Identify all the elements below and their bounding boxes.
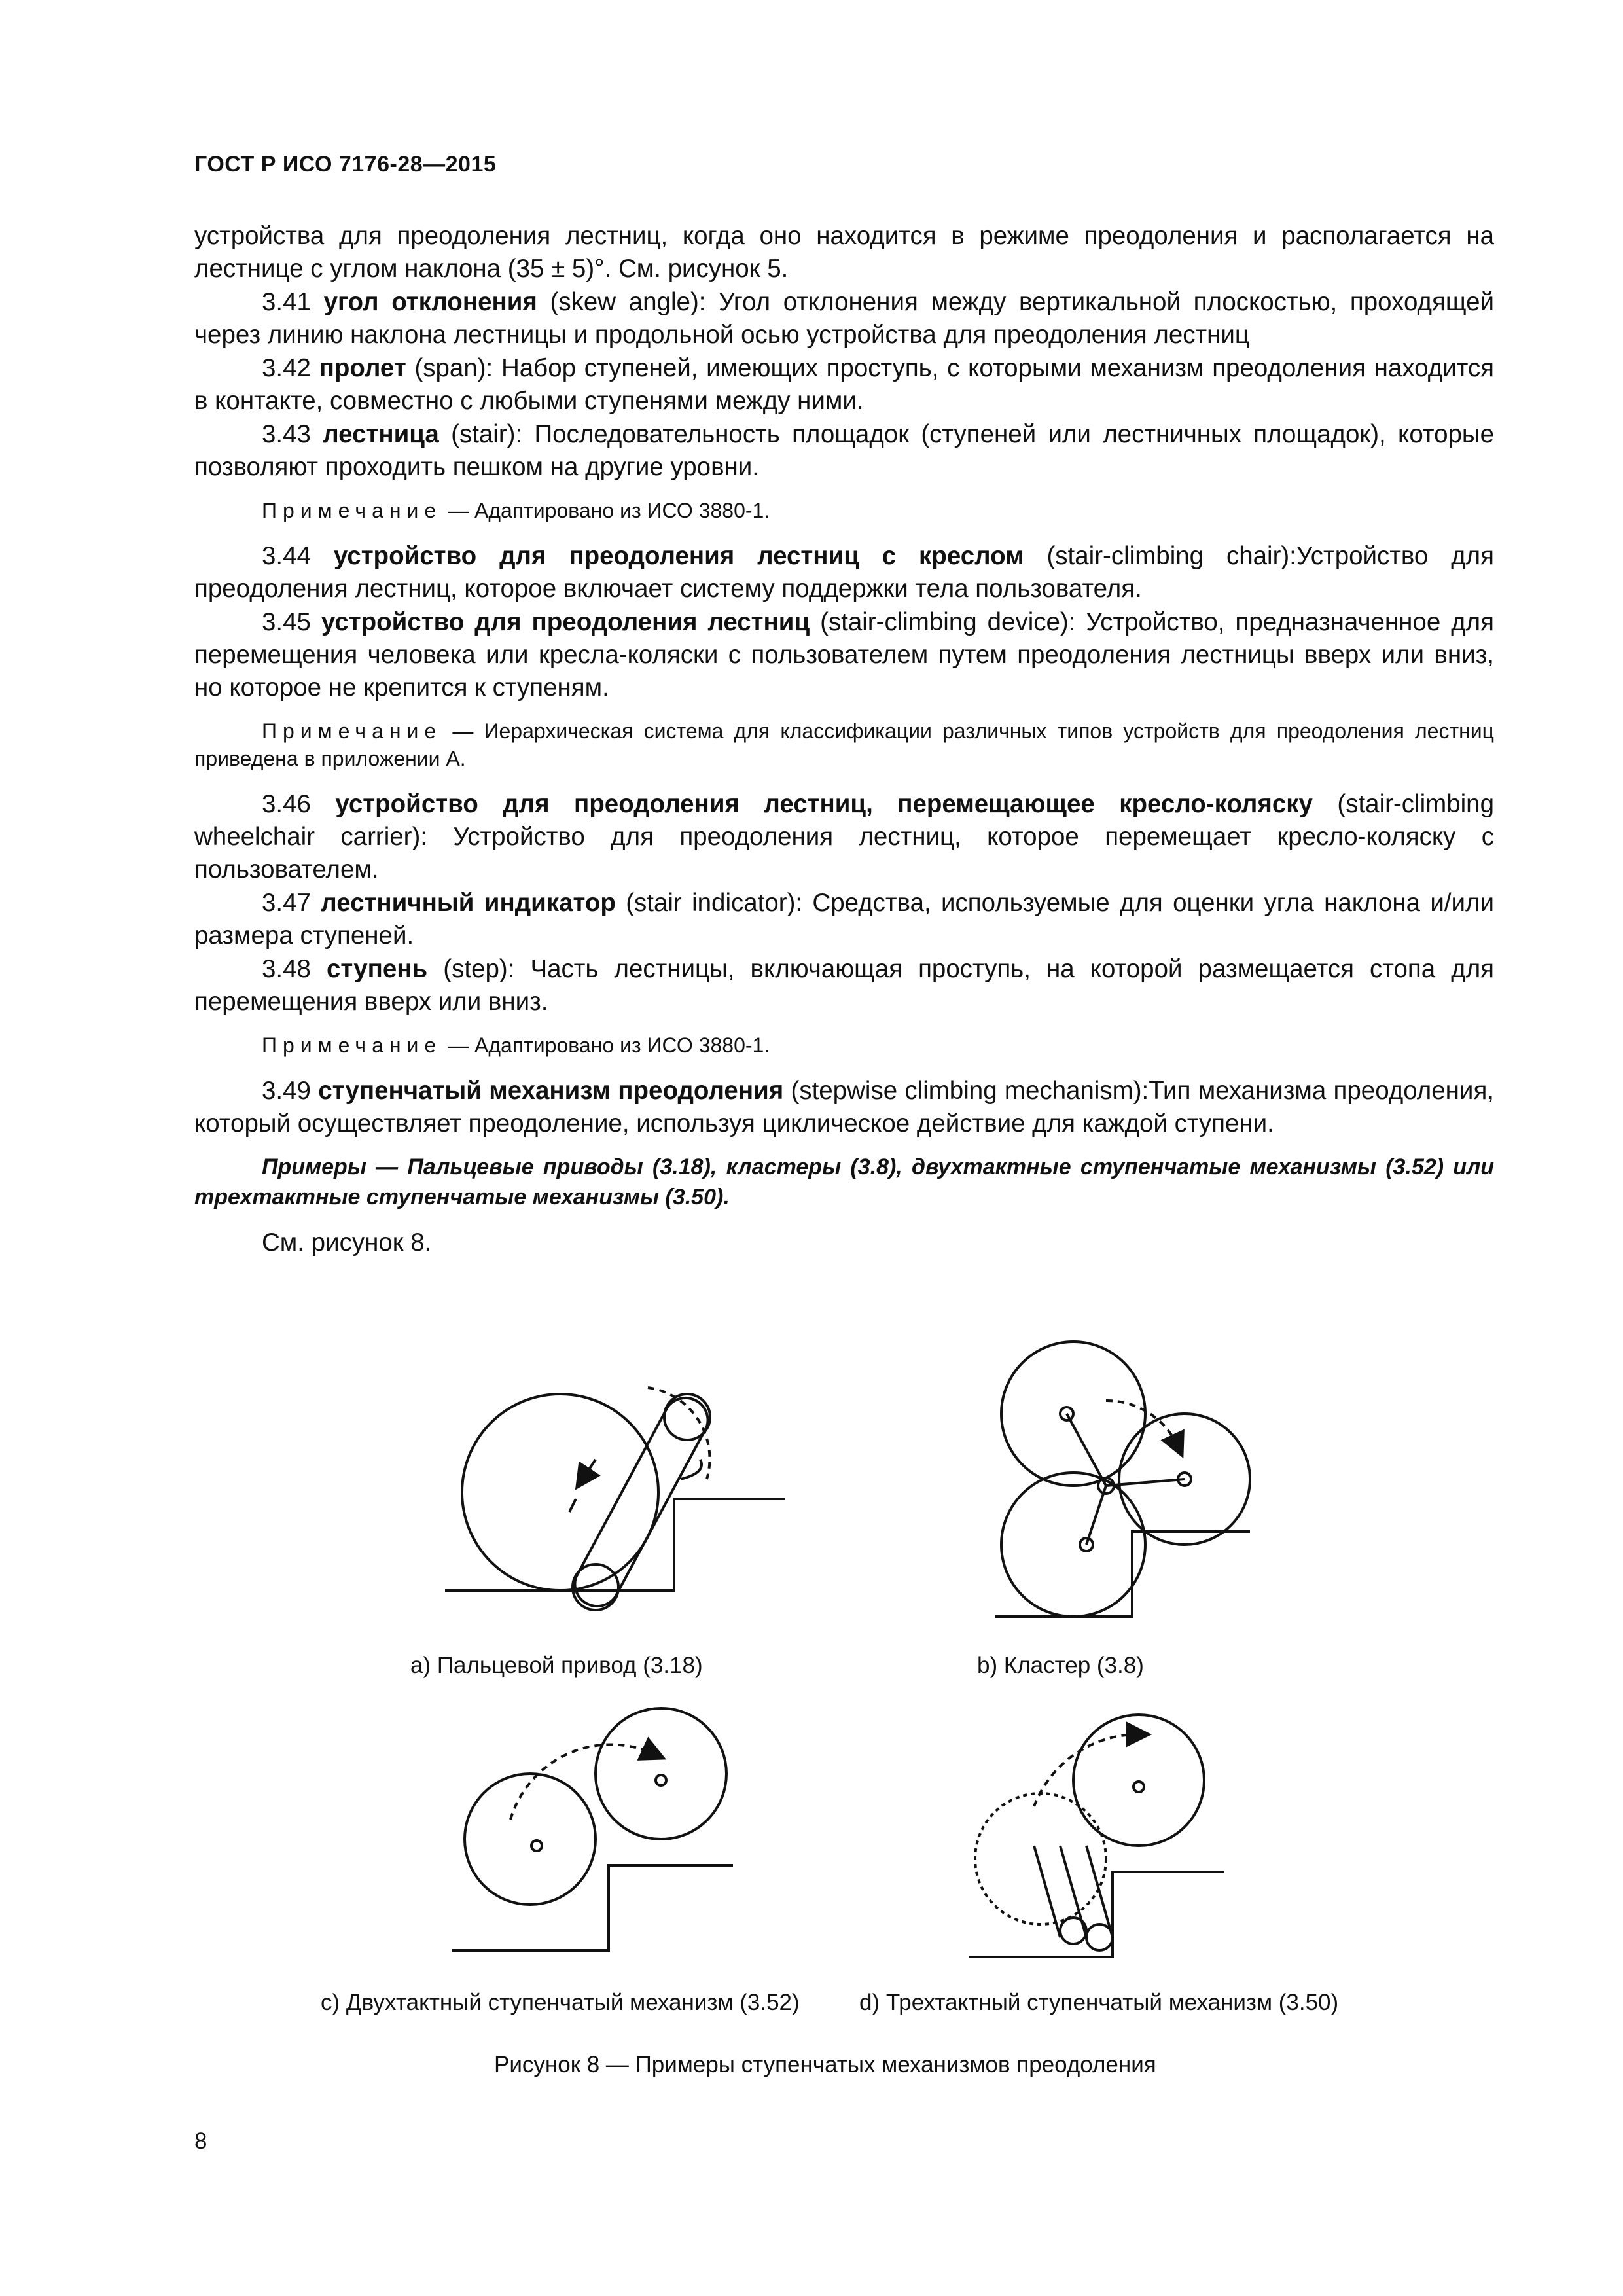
term: лестничный индикатор	[321, 889, 616, 917]
note-label: Примечание	[262, 1033, 442, 1057]
definition-text: (stair-climbing wheelchair carrier): Устройство для преодоления лестниц, которое перемещает кресло-коляску с пользователем.	[194, 790, 1494, 884]
definition-text: (stair-climbing device): Устройство, предназначенное для перемещения человека или кресла-коляски с пользователем путем преодоления лестницы вверх или вниз, но которое не крепится к ступеням.	[194, 608, 1494, 702]
clause-number: 3.47	[262, 889, 311, 917]
page-number: 8	[194, 2128, 207, 2154]
paragraph-continuation: устройства для преодоления лестниц, когда оно находится в режиме преодоления и располагается на лестнице с углом наклона (35 ± 5)°. См. рисунок 5.	[194, 222, 1494, 283]
examples: Примеры — Пальцевые приводы (3.18), кластеры (3.8), двухтактные ступенчатые механизмы (3.52) или трехтактные ступенчатые механизмы (3.50).	[194, 1155, 1494, 1210]
figure-caption-d: d) Трехтактный ступенчатый механизм (3.50)	[859, 1990, 1339, 2015]
definition-text: (span): Набор ступеней, имеющих проступь, с которыми механизм преодоления находится в контакте, совместно с любыми ступенями между ними.	[194, 354, 1494, 415]
clause-number: 3.48	[262, 955, 311, 983]
term: лестница	[323, 420, 439, 448]
definition-text: (stair indicator): Средства, используемые для оценки угла наклона и/или размера ступеней.	[194, 889, 1495, 950]
note-text: — Адаптировано из ИСО 3880-1.	[448, 499, 770, 522]
figure-title: Рисунок 8 — Примеры ступенчатых механизмов преодоления	[494, 2052, 1156, 2077]
definition-text: (stair-climbing chair):Устройство для преодоления лестниц, которое включает систему поддержки тела пользователя.	[194, 542, 1494, 603]
term: устройство для преодоления лестниц, перемещающее кресло-коляску	[335, 790, 1313, 818]
finger-drive-drawing	[445, 1388, 785, 1610]
clause-number: 3.46	[262, 790, 311, 818]
two-stroke-drawing	[452, 1708, 733, 1950]
term: угол отклонения	[323, 288, 537, 316]
clause-number: 3.42	[262, 354, 311, 382]
cluster-drawing	[995, 1342, 1250, 1617]
term: ступень	[327, 955, 428, 983]
figure-caption-a: а) Пальцевой привод (3.18)	[410, 1653, 703, 1678]
note-label: Примечание	[262, 719, 442, 743]
figure-caption-b: b) Кластер (3.8)	[977, 1653, 1144, 1678]
three-stroke-drawing	[969, 1715, 1224, 1957]
term: пролет	[319, 354, 406, 382]
clause-number: 3.45	[262, 608, 311, 636]
see-figure: См. рисунок 8.	[262, 1229, 432, 1257]
definition-text: (stepwise climbing mechanism):Тип механизма преодоления, который осуществляет преодоление, используя циклическое действие для каждой ступени.	[194, 1077, 1494, 1138]
clause-number: 3.44	[262, 542, 311, 570]
note-text: — Адаптировано из ИСО 3880-1.	[448, 1033, 770, 1057]
definition-text: (skew angle): Угол отклонения между вертикальной плоскостью, проходящей через линию наклона лестницы и продольной осью устройства для преодоления лестниц	[194, 288, 1494, 349]
note-text: — Иерархическая система для классификации различных типов устройств для преодоления лестниц приведена в приложении А.	[194, 719, 1494, 770]
document-header: ГОСТ Р ИСО 7176-28—2015	[194, 152, 497, 177]
note-label: Примечание	[262, 499, 442, 522]
definition-text: (stair): Последовательность площадок (ступеней или лестничных площадок), которые позволяют проходить пешком на другие уровни.	[194, 420, 1494, 481]
term: ступенчатый механизм преодоления	[318, 1077, 784, 1105]
term: устройство для преодоления лестниц	[321, 608, 810, 636]
clause-number: 3.49	[262, 1077, 311, 1105]
figure-caption-c: с) Двухтактный ступенчатый механизм (3.52)	[321, 1990, 800, 2015]
clause-number: 3.41	[262, 288, 311, 316]
clause-number: 3.43	[262, 420, 311, 448]
term: устройство для преодоления лестниц с креслом	[333, 542, 1024, 570]
definition-text: (step): Часть лестницы, включающая проступь, на которой размещается стопа для перемещения вверх или вниз.	[194, 955, 1495, 1016]
